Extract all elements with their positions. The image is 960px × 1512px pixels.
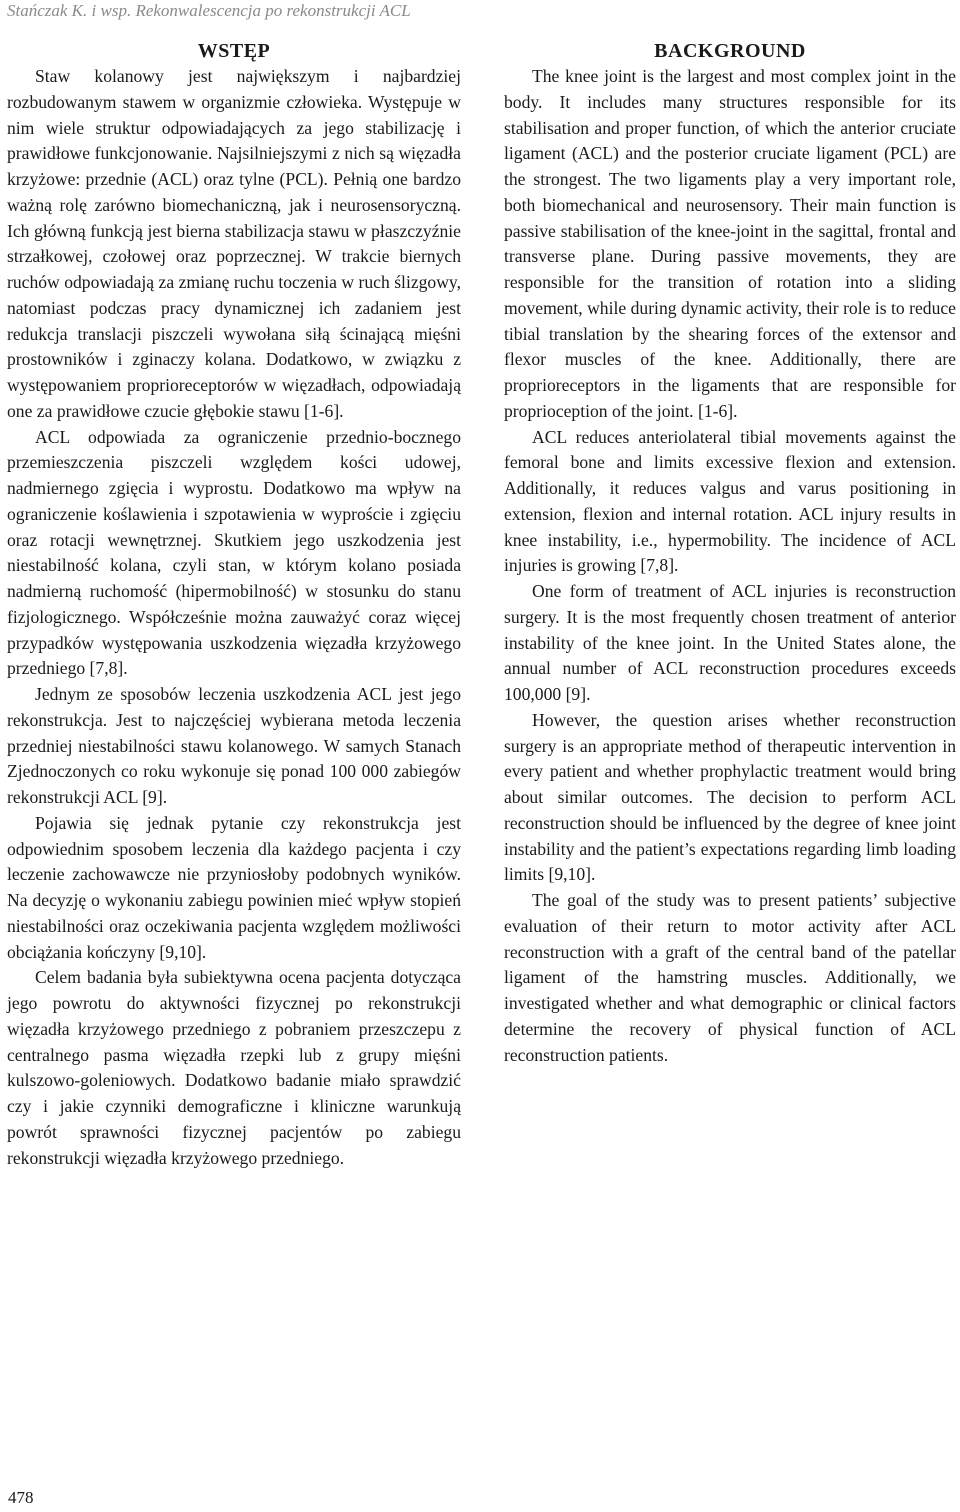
paragraph: Staw kolanowy jest największym i najbardziej rozbudowanym stawem w organizmie człowieka. Występuje w nim wiele struktur odpowiadających za jego stabilizację i prawidłowe funkcjonowanie. Najsilniejszymi z nich są więzadła krzyżowe: przednie (ACL) oraz tylne (PCL). Pełnią one bardzo ważną rolę zarówno biomechaniczną, jak i neurosensoryczną. Ich główną funkcją jest bierna stabilizacja stawu w płaszczyźnie strzałkowej, czołowej oraz poprzecznej. W trakcie biernych ruchów odpowiadają za zmianę ruchu toczenia w ruch ślizgowy, natomiast podczas pracy dynamicznej ich zadaniem jest redukcja translacji piszczeli wywołana siłą ścinającą mięśni prostowników i zginaczy kolana. Dodatkowo, w związku z występowaniem proprioreceptorów w więzadłach, odpowiadają one za prawidłowe czucie głębokie stawu [1-6]. [7, 66, 461, 421]
polish-column [7, 38, 461, 1171]
english-column [504, 38, 956, 1068]
section-title-background: BACKGROUND [654, 40, 806, 62]
paragraph: ACL odpowiada za ograniczenie przednio-bocznego przemieszczenia piszczeli względem kości udowej, nadmiernego zgięcia i wyprostu. Dodatkowo ma wpływ na ograniczenie koślawienia i szpotawienia w wyproście i zgięciu oraz rotacji wewnętrznej. Skutkiem jego uszkodzenia jest niestabilność kolana, czyli stan, w którym kolano posiada nadmierną ruchomość (hipermobilność) w stosunku do stanu fizjologicznego. Współcześnie można zauważyć coraz więcej przypadków występowania uszkodzenia więzadła krzyżowego przedniego [7,8]. [7, 426, 461, 679]
paragraph: Pojawia się jednak pytanie czy rekonstrukcja jest odpowiednim sposobem leczenia dla każdego pacjenta i czy leczenie zachowawcze nie przyniosłoby podobnych wyników. Na decyzję o wykonaniu zabiegu powinien mieć wpływ stopień niestabilności oraz oczekiwania pacjenta względem możliwości obciążania kończyny [9,10]. [7, 812, 461, 962]
paragraph: ACL reduces anteriolateral tibial movements against the femoral bone and limits excessive flexion and extension. Additionally, it reduces valgus and varus positioning in extension, flexion and internal rotation. ACL injury results in knee instability, i.e., hypermobility. The incidence of ACL injuries is growing [7,8]. [504, 426, 956, 576]
page-number: 478 [8, 1488, 34, 1507]
paragraph: The goal of the study was to present patients’ subjective evaluation of their return to motor activity after ACL reconstruction with a graft of the central band of the patellar ligament of the hamstring muscles. Additionally, we investigated whether and what demographic or clinical factors determine the recovery of physical function of ACL reconstruction patients. [504, 890, 956, 1065]
section-title-wstep: WSTĘP [197, 40, 271, 62]
paragraph: However, the question arises whether reconstruction surgery is an appropriate method of therapeutic intervention in every patient and whether prophylactic treatment would bring about similar outcomes. The decision to perform ACL reconstruction should be influenced by the degree of knee joint instability and the patient’s expectations regarding limb loading limits [9,10]. [504, 709, 956, 885]
paragraph: One form of treatment of ACL injuries is reconstruction surgery. It is the most frequently chosen treatment of anterior instability of the knee joint. In the United States alone, the annual number of ACL reconstruction procedures exceeds 100,000 [9]. [504, 581, 956, 704]
paragraph: The knee joint is the largest and most complex joint in the body. It includes many structures responsible for its stabilisation and proper function, of which the anterior cruciate ligament (ACL) and the posterior cruciate ligament (PCL) are the strongest. The two ligaments play a very important role, both biomechanical and neurosensory. Their main function is passive stabilisation of the knee-joint in the sagittal, frontal and transverse plane. During passive movements, they are responsible for the transition of rotation into a sliding movement, while during dynamic activity, their role is to reduce tibial translation by the shearing forces of the extensor and flexor muscles of the knee. Additionally, there are proprioreceptors in the ligaments that are responsible for proprioception of the joint. [1-6]. [504, 66, 956, 421]
paragraph: Celem badania była subiektywna ocena pacjenta dotycząca jego powrotu do aktywności fizycznej po rekonstrukcji więzadła krzyżowego przedniego z pobraniem przeszczepu z centralnego pasma więzadła rzepki lub z grupy mięśni kulszowo-goleniowych. Dodatkowo badanie miało sprawdzić czy i jakie czynniki demograficzne i kliniczne warunkują powrót sprawności fizycznej pacjentów po zabiegu rekonstrukcji więzadła krzyżowego przedniego. [7, 967, 461, 1168]
paragraph: Jednym ze sposobów leczenia uszkodzenia ACL jest jego rekonstrukcja. Jest to najczęściej wybierana metoda leczenia przedniej niestabilności stawu kolanowego. W samych Stanach Zjednoczonych co roku wykonuje się ponad 100 000 zabiegów rekonstrukcji ACL [9]. [7, 684, 461, 807]
running-head: Stańczak K. i wsp. Rekonwalescencja po rekonstrukcji ACL [7, 1, 411, 20]
